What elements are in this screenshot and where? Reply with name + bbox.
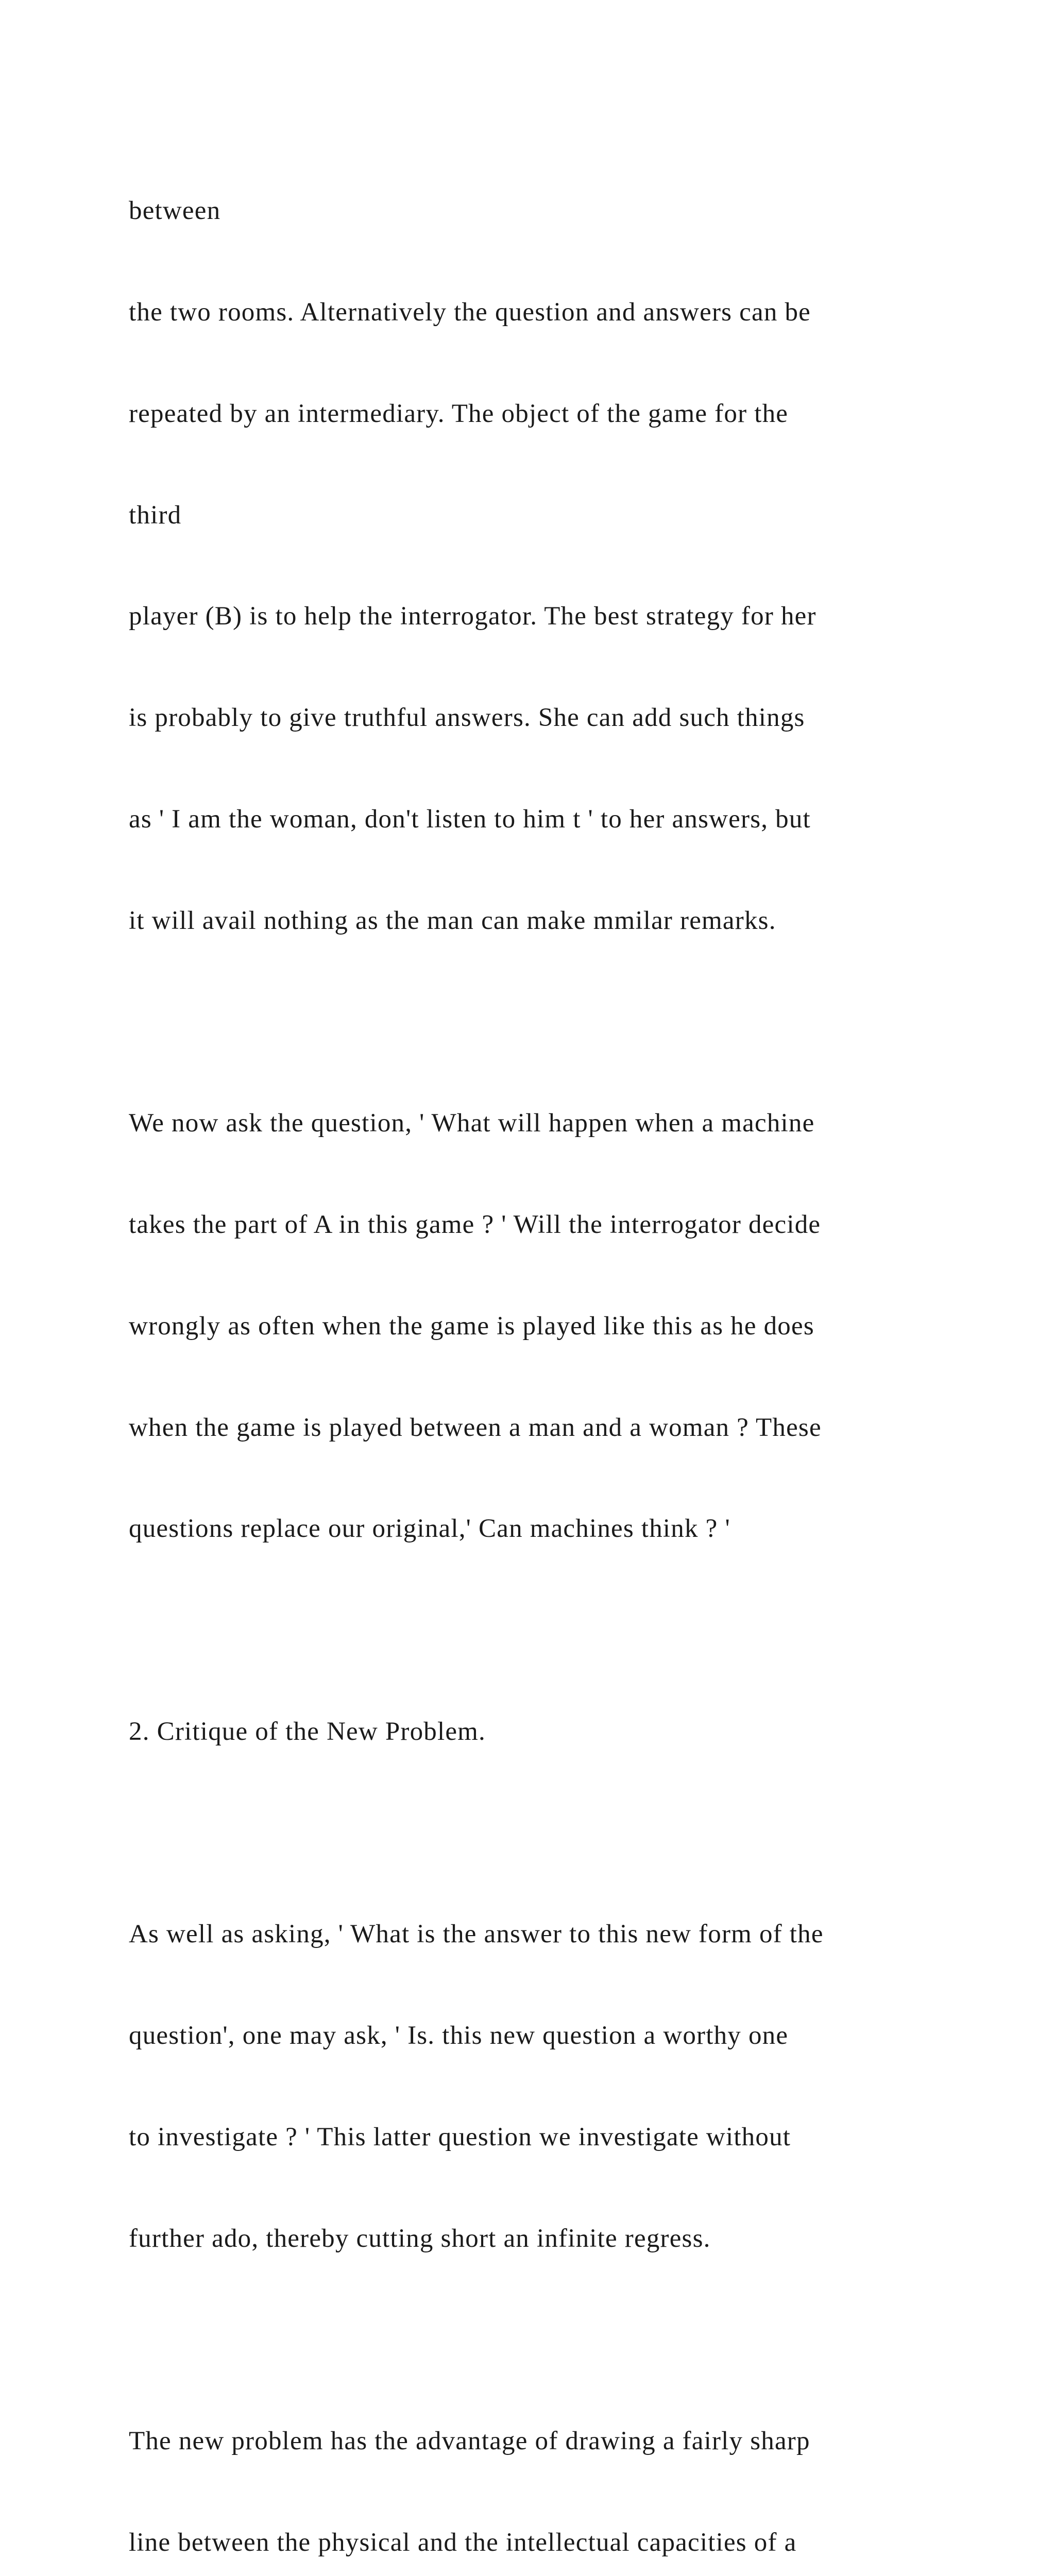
- text-line: The new problem has the advantage of drawing a fairly sharp: [129, 2427, 810, 2456]
- text-line: is probably to give truthful answers. She can add such things: [129, 703, 805, 733]
- text-line: question', one may ask, ' Is. this new question a worthy one: [129, 2021, 789, 2050]
- text-line: when the game is played between a man and a woman ? These: [129, 1413, 822, 1442]
- text-line: As well as asking, ' What is the answer to this new form of the: [129, 1920, 824, 1949]
- text-line: to investigate ? ' This latter question we investigate without: [129, 2123, 791, 2152]
- text-line: third: [129, 500, 182, 530]
- body-text: [129, 127, 1035, 2576]
- paragraph-gap: [129, 1005, 1035, 1039]
- text-line: between: [129, 196, 221, 226]
- paragraph-gap: [129, 2324, 1035, 2358]
- text-line: the two rooms. Alternatively the question and answers can be: [129, 297, 811, 327]
- text-line: player (B) is to help the interrogator. The best strategy for her: [129, 602, 816, 631]
- text-line: repeated by an intermediary. The object of the game for the: [129, 399, 789, 428]
- paragraph-gap: [129, 1817, 1035, 1851]
- text-line: further ado, thereby cutting short an infinite regress.: [129, 2224, 711, 2253]
- text-line: wrongly as often when the game is played like this as he does: [129, 1311, 814, 1341]
- section-heading: 2. Critique of the New Problem.: [129, 1717, 486, 1746]
- text-line: as ' I am the woman, don't listen to him t ' to her answers, but: [129, 804, 811, 834]
- text-line: We now ask the question, ' What will happen when a machine: [129, 1109, 815, 1138]
- text-line: questions replace our original,' Can machines think ? ': [129, 1514, 730, 1544]
- paragraph-gap: [129, 1614, 1035, 1648]
- text-line: line between the physical and the intellectual capacities of a: [129, 2528, 797, 2557]
- text-line: takes the part of A in this game ? ' Will the interrogator decide: [129, 1210, 821, 1239]
- text-line: it will avail nothing as the man can make mmilar remarks.: [129, 906, 776, 935]
